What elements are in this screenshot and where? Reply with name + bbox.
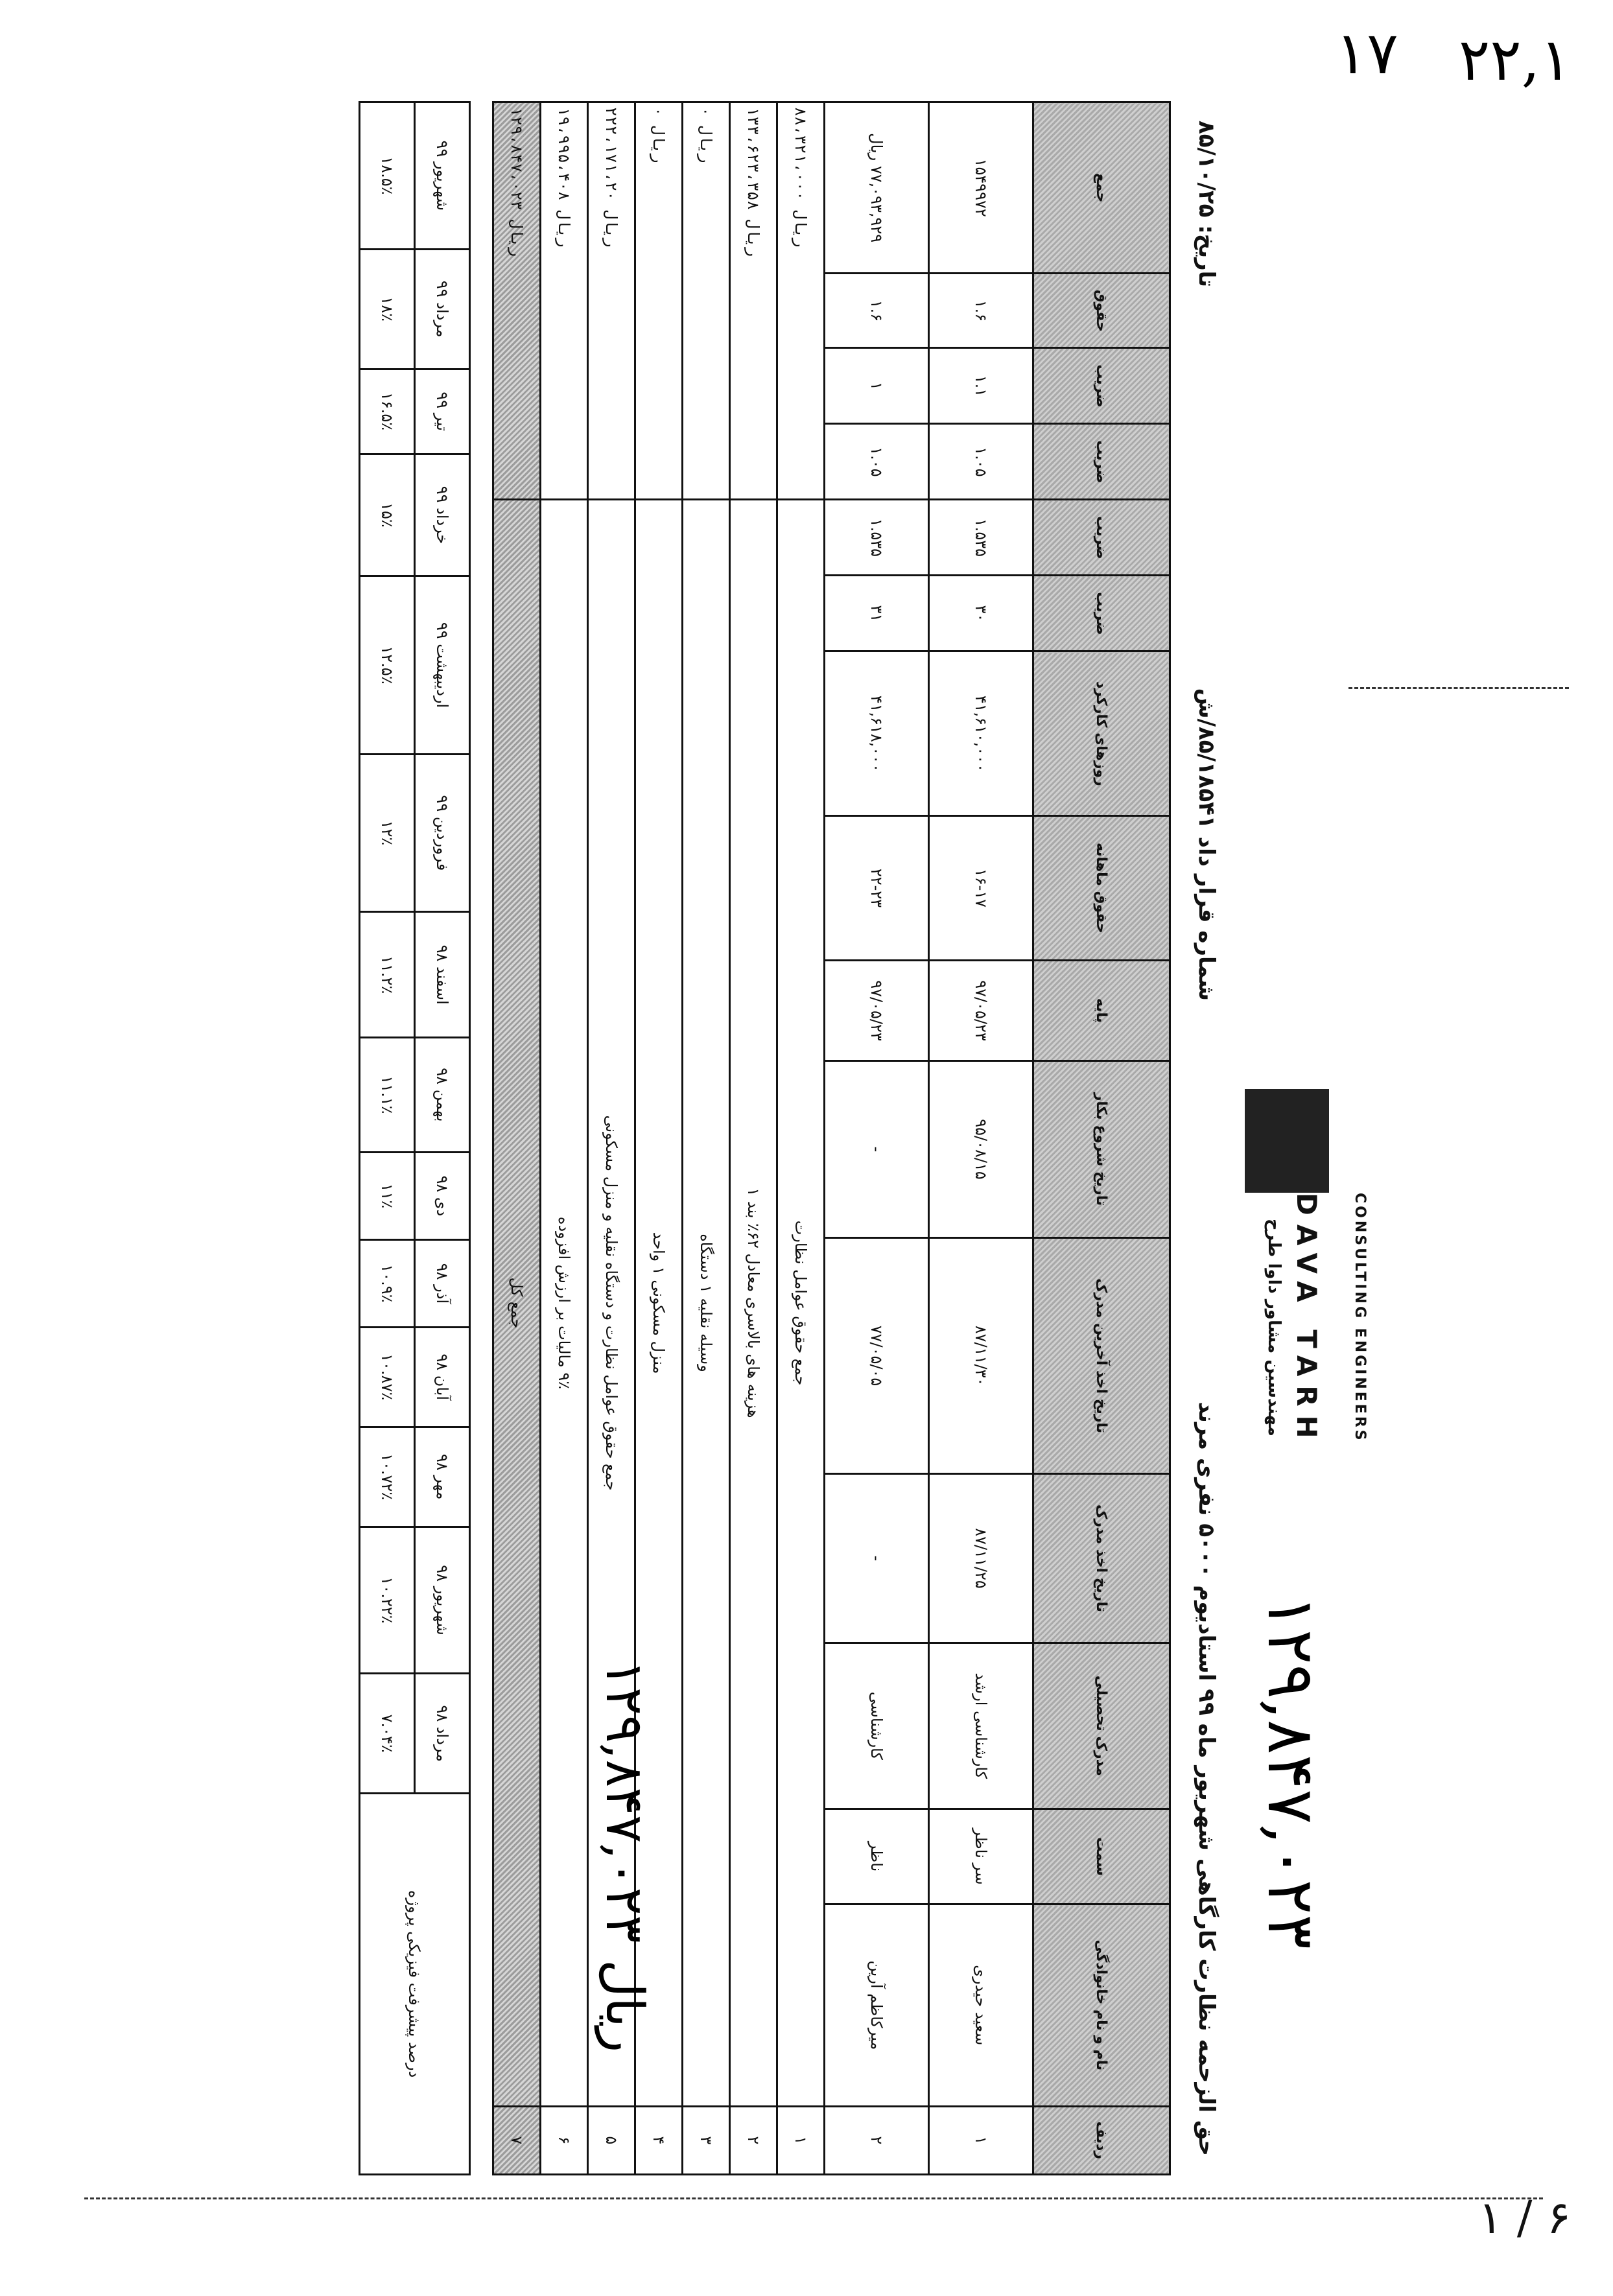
staff-degree: کارشناسی ارشد [929,1643,1033,1809]
summary-row-total [493,102,541,2175]
table-header-row [1033,102,1170,2175]
summary-row [730,102,777,2175]
handwritten-row1-number: ۱۷ [1336,19,1398,88]
coefficient: ۱.۰۵ [825,424,929,500]
date-cell: ۷۷/۰۵/۰۵ [825,1237,929,1474]
handwritten-total-rial: ۱۲۹,۸۴۷,۰۲۳ ریال [595,1659,655,2053]
month: اسفند ۹۸ [415,912,470,1038]
month: فروردین ۹۹ [415,754,470,912]
coefficient: ۱.۱ [929,348,1033,424]
percent: ۱۶.۵٪ [360,369,415,454]
percent: ۱۱.۱٪ [360,1038,415,1152]
salary: ۴۱,۶۱۸,۰۰۰ [825,651,929,816]
summary-amount: ریال ۱۳۳،۶۲۳،۳۵۸ [730,102,777,500]
stamp-subtitle: CONSULTING ENGINEERS [1352,1193,1368,1443]
form-title: حق الزحمه نظارت کارگاهی شهریور ماه ۹۹ استادیوم ۵۰۰۰ نفری مرند [1194,1401,1219,2156]
work-days: ۳۰ [929,576,1033,651]
coefficient: ۱.۰۵ [929,424,1033,500]
summary-number: ۴ [635,2106,683,2174]
stamp-block [1245,1089,1329,1193]
summary-row [683,102,730,2175]
date-cell: ۸۷/۱۱/۳۰ [929,1237,1033,1474]
handwritten-total: ۱۲۹,۸۴۷,۰۲۳ [1253,1595,1329,1949]
progress-months-row [415,102,470,2175]
col-header: مدرک تحصیلی [1033,1643,1170,1809]
summary-row [777,102,825,2175]
percent: ۱۰.۷۲٪ [360,1427,415,1527]
percent: ۱۸٪ [360,249,415,369]
summary-label: هزینه های بالاسری معادل ۶۲٪ بند ۱ [730,500,777,2106]
contract-number: شماره قرار داد ۸۵/۱۸۵۴۱/ش [1194,688,1219,1002]
col-header: ردیف [1033,2106,1170,2174]
percent: ۱۰.۲۲٪ [360,1527,415,1674]
table-row [929,102,1033,2175]
col-header: سمت [1033,1809,1170,1904]
coefficient: ۱.۵۳۵ [929,500,1033,576]
work-days: ۳۱ [825,576,929,651]
scan-edge-line [1348,687,1569,689]
col-header: ضریب [1033,348,1170,424]
percent: ۱۰.۹٪ [360,1240,415,1328]
month: بهمن ۹۸ [415,1038,470,1152]
salary: ۴۱,۶۱۰,۰۰۰ [929,651,1033,816]
summary-number: ۵ [588,2106,635,2174]
date-cell: - [825,1061,929,1237]
grade: ۲۲-۲۳ [825,816,929,960]
col-header: نام و نام خانوادگی [1033,1904,1170,2107]
handwritten-margin: ۱ / ۶ [1478,2191,1572,2244]
company-stamp [1245,1089,1459,1582]
table-row [825,102,929,2175]
coefficient: ۱.۵۳۵ [825,500,929,576]
start-date: ۹۷/۰۵/۲۳ [825,960,929,1061]
progress-table [359,101,471,2175]
staff-degree: کارشناسی [825,1643,929,1809]
percent: ۱۵٪ [360,454,415,576]
month: آذر ۹۸ [415,1240,470,1328]
month: مرداد ۹۹ [415,249,470,369]
summary-number: ۶ [541,2106,588,2174]
month: اردیبهشت ۹۹ [415,576,470,754]
rotated-form [360,101,1242,2175]
coefficient: ۱.۶ [825,274,929,348]
percent: ۱۲٪ [360,754,415,912]
staff-name: سعید حیدری [929,1904,1033,2107]
form-header [1171,101,1242,2175]
month: خرداد ۹۹ [415,454,470,576]
start-date: ۹۷/۰۵/۲۳ [929,960,1033,1061]
grade: ۱۶-۱۷ [929,816,1033,960]
percent: ۱۲.۵٪ [360,576,415,754]
month: شهریور ۹۹ [415,102,470,250]
percent: ۱۱.۲٪ [360,912,415,1038]
col-header: تاریخ اخذ مدرک [1033,1474,1170,1643]
month: شهریور ۹۸ [415,1527,470,1674]
percent: ۱۱٪ [360,1152,415,1240]
col-header: حقوق ماهانه [1033,816,1170,960]
col-header: تاریخ اخذ آخرین مدرک [1033,1237,1170,1474]
coefficient: ۱.۶ [929,274,1033,348]
date-cell: ۹۵/۰۸/۱۵ [929,1061,1033,1237]
summary-number: ۱ [777,2106,825,2174]
month: مهر ۹۸ [415,1427,470,1527]
summary-number: ۳ [683,2106,730,2174]
month: دی ۹۸ [415,1152,470,1240]
stamp-fa-name: مهندسین مشاور داوا طرح [1264,1219,1284,1436]
date-cell: - [825,1474,929,1643]
summary-label: جمع حقوق عوامل نظارت [777,500,825,2106]
summary-number: ۷ [493,2106,541,2174]
row-total: ۱۵۴۹۹۷۲ [929,102,1033,274]
month: مرداد ۹۸ [415,1674,470,1794]
summary-amount: ریال ۱۲۹،۸۴۷،۰۲۳ [493,102,541,500]
month: آبان ۹۸ [415,1327,470,1427]
col-header: پایه [1033,960,1170,1061]
summary-label: وسیله نقلیه ۱ دستگاه [683,500,730,2106]
staff-role: سر ناظر [929,1809,1033,1904]
staff-name: میرکاظم آرین [825,1904,929,2107]
col-header: جمع [1033,102,1170,274]
col-header: ضریب [1033,424,1170,500]
staff-role: ناظر [825,1809,929,1904]
coefficient: ۱ [825,348,929,424]
date-cell: ۸۷/۱۱/۲۵ [929,1474,1033,1643]
summary-label: جمع حقوق عوامل نظارت و دستگاه نقلیه و منزل مسکونی [588,500,635,2106]
summary-amount: ریال ۰ [683,102,730,500]
summary-label: ۹٪ مالیات بر ارزش افزوده [541,500,588,2106]
col-header: تاریخ شروع بکار [1033,1061,1170,1237]
summary-amount: ریال ۰ [635,102,683,500]
percent: ۷.۰۴٪ [360,1674,415,1794]
col-header: حقوق [1033,274,1170,348]
summary-amount: ریال ۲۲۲،۱۷۱،۲۰ [588,102,635,500]
row-number: ۱ [929,2106,1033,2174]
row-total: ۷۷,۰۹۳,۹۲۹ ریال [825,102,929,274]
summary-amount: ریال ۱۹،۹۹۵،۴۰۸ [541,102,588,500]
summary-amount: ریال ۸۸،۳۲۱،۰۰۰ [777,102,825,500]
summary-label: جمع کل [493,500,541,2106]
form-date: تاریخ: ۸۵/۱۰/۲۵ [1194,121,1219,288]
percent: ۱۰.۸۷٪ [360,1327,415,1427]
progress-label: درصد پیشرفت فیزیکی پروژه [360,1794,470,2175]
scan-edge-line [84,2197,1543,2199]
summary-number: ۲ [730,2106,777,2174]
col-header: ضریب [1033,576,1170,651]
summary-label: منزل مسکونی ۱ واحد [635,500,683,2106]
month: تیر ۹۹ [415,369,470,454]
col-header: ضریب [1033,500,1170,576]
stamp-company: DAVA TARH [1291,1193,1323,1447]
col-header: روزهای کارکرد [1033,651,1170,816]
percent: ۱۸.۵٪ [360,102,415,250]
summary-row [541,102,588,2175]
handwritten-row2-number: ۲۲,۱ [1459,26,1572,94]
row-number: ۲ [825,2106,929,2174]
